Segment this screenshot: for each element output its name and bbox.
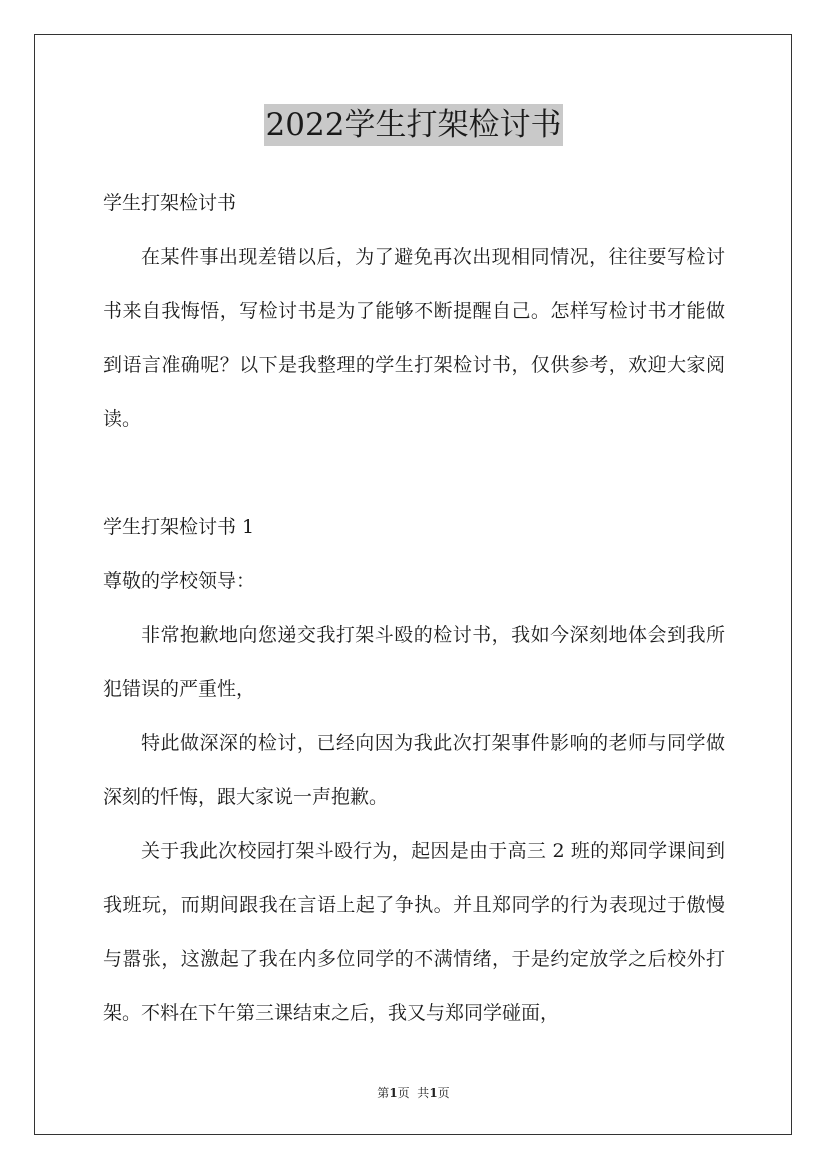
document-title [0,104,827,146]
section-heading: 学生打架检讨书 [103,192,237,214]
page-current: 1 [389,1086,398,1100]
letter-salutation: 尊敬的学校领导： [103,570,256,592]
page-label-mid: 页 共 [397,1086,430,1100]
page-label-suffix: 页 [437,1086,450,1100]
letter-heading: 学生打架检讨书 1 [103,516,255,538]
document-title-text: 2022学生打架检讨书 [264,104,564,146]
intro-paragraph: 在某件事出现差错以后，为了避免再次出现相同情况，往往要写检讨书来自我悔悟，写检讨书是为了能够不断提醒自己。怎样写检讨书才能做到语言准确呢？以下是我整理的学生打架检讨书，仅供参考，欢迎大家阅读。 [103,246,725,430]
body-paragraph-2: 特此做深深的检讨，已经向因为我此次打架事件影响的老师与同学做深刻的忏悔，跟大家说一声抱歉。 [103,732,725,808]
body-paragraph-3: 关于我此次校园打架斗殴行为，起因是由于高三 2 班的郑同学课间到我班玩，而期间跟我在言语上起了争执。并且郑同学的行为表现过于傲慢与嚣张，这激起了我在内多位同学的不满情绪，于是约定放学之后校外打架。不料在下午第三课结束之后，我又与郑同学碰面， [103,840,725,1024]
page-footer [0,1084,827,1101]
body-paragraph-1: 非常抱歉地向您递交我打架斗殴的检讨书，我如今深刻地体会到我所犯错误的严重性， [103,624,725,700]
page-label-prefix: 第 [377,1086,390,1100]
document-body [103,176,725,1040]
blank-line [103,446,725,500]
page-total: 1 [429,1086,438,1100]
